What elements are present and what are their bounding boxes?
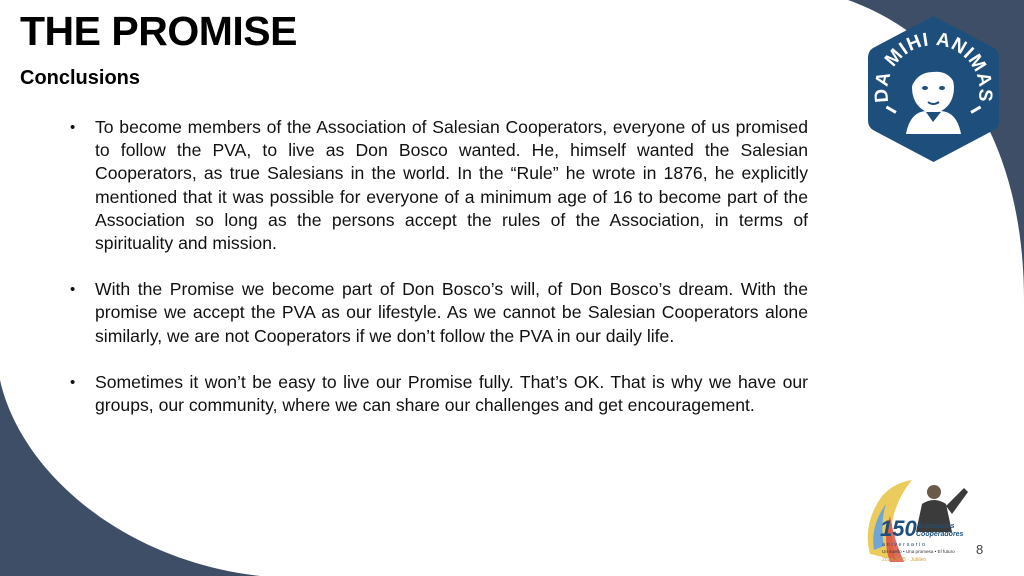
svg-text:Cooperadores: Cooperadores: [916, 531, 964, 538]
svg-text:Salesianos: Salesianos: [918, 523, 955, 530]
svg-text:2024-2025 · Jubileo: 2024-2025 · Jubileo: [882, 557, 927, 563]
bullet-list: [70, 116, 808, 440]
bullet-item: [70, 371, 808, 417]
150-anniversary-badge-icon: [860, 474, 975, 569]
slide-title: THE PROMISE: [20, 8, 297, 54]
da-mihi-animas-logo-icon: [866, 14, 1001, 164]
bullet-item: [70, 116, 808, 255]
bullet-dot: •: [70, 281, 76, 299]
bullet-item: [70, 278, 808, 348]
logo-text: DA MIHI ANIMAS: [871, 29, 996, 104]
page-number: 8: [976, 542, 984, 557]
bullet-text: Sometimes it won’t be easy to live our Promise fully. That’s OK. That is why we have our groups, our community, where we can share our challenges and get encouragement.: [95, 371, 808, 416]
bullet-text: To become members of the Association of Salesian Cooperators, everyone of us promised to follow the PVA, to live as Don Bosco wanted. He, himself wanted the Salesian Cooperators, as true Salesians in the world. In the “Rule” he wrote in 1876, he explicitly mentioned that it was possible for everyone of a minimum age of 16 to become part of the Association so long as the persons accept the rules of the Association, in terms of spirituality and mission.: [95, 117, 808, 254]
svg-text:Un sueño • Una promesa • El fu: Un sueño • Una promesa • El futuro: [882, 549, 955, 554]
slide-subtitle: Conclusions: [20, 67, 141, 89]
svg-text:aniversario: aniversario: [882, 542, 927, 548]
bullet-dot: •: [70, 373, 76, 391]
bullet-text: With the Promise we become part of Don Bosco’s will, of Don Bosco’s dream. With the promise we accept the PVA as our lifestyle. As we cannot be Salesian Cooperators alone similarly, we are not Cooperators if we don’t follow the PVA in our daily life.: [95, 279, 808, 346]
bullet-dot: •: [70, 119, 76, 136]
svg-text:150: 150: [880, 516, 917, 541]
